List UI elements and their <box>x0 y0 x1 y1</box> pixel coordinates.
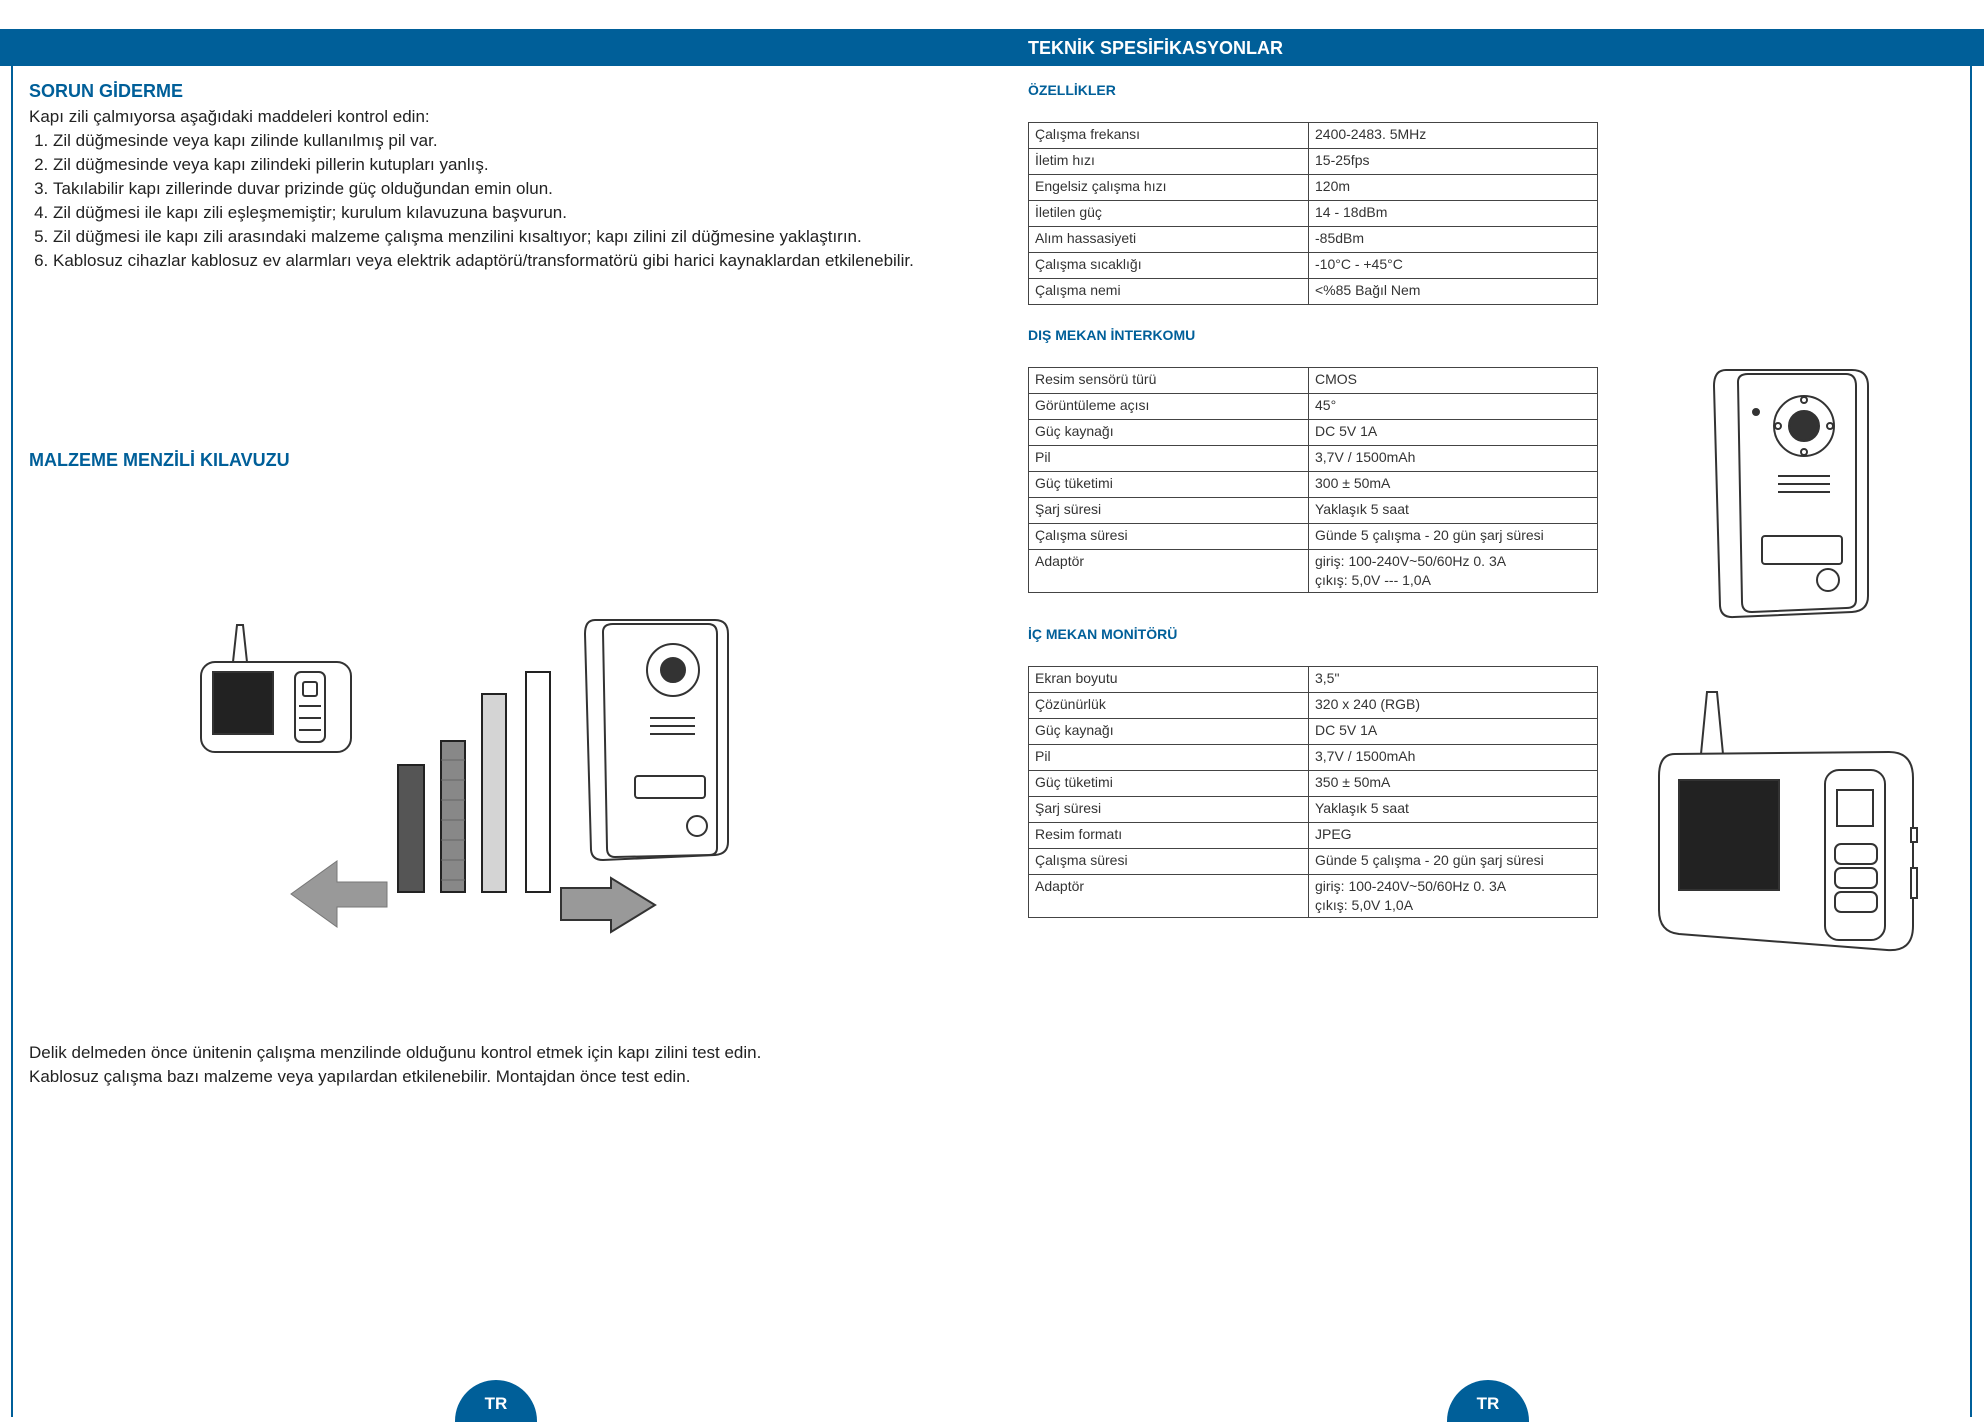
list-item: 2. Zil düğmesinde veya kapı zilindeki pillerin kutupları yanlış. <box>53 153 989 177</box>
table-row: İletilen güç 14 - 18dBm <box>1029 201 1598 227</box>
table-row: Ekran boyutu 3,5" <box>1029 667 1598 693</box>
table-row: Resim formatı JPEG <box>1029 823 1598 849</box>
list-item: 4. Zil düğmesi ile kapı zili eşleşmemiştir; kurulum kılavuzuna başvurun. <box>53 201 989 225</box>
indoor-table <box>1028 666 1598 918</box>
indoor-monitor-icon <box>1655 688 1925 958</box>
table-row: Çalışma süresi Günde 5 çalışma - 20 gün şarj süresi <box>1029 524 1598 550</box>
troubleshooting-title: SORUN GİDERME <box>29 81 184 101</box>
table-row: Güç tüketimi 300 ± 50mA <box>1029 472 1598 498</box>
table-row: Alım hassasiyeti -85dBm <box>1029 227 1598 253</box>
page-title: TEKNİK SPESİFİKASYONLAR <box>1028 38 1284 58</box>
wall-wood-icon <box>482 694 506 892</box>
table-row: Adaptör giriş: 100-240V~50/60Hz 0. 3A çıkış: 5,0V 1,0A <box>1029 875 1598 918</box>
wall-concrete-icon <box>398 765 424 892</box>
table-row: Engelsiz çalışma hızı 120m <box>1029 175 1598 201</box>
indoor-title: İÇ MEKAN MONİTÖRÜ <box>1028 626 1178 642</box>
wall-glass-icon <box>526 672 550 892</box>
table-row: Güç kaynağı DC 5V 1A <box>1029 420 1598 446</box>
table-row: Resim sensörü türü CMOS <box>1029 368 1598 394</box>
arrow-left-icon <box>291 861 387 927</box>
troubleshooting-section <box>29 105 989 273</box>
table-row: İletim hızı 15-25fps <box>1029 149 1598 175</box>
table-row: Adaptör giriş: 100-240V~50/60Hz 0. 3A çıkış: 5,0V --- 1,0A <box>1029 550 1598 593</box>
list-item: 3. Takılabilir kapı zillerinde duvar prizinde güç olduğundan emin olun. <box>53 177 989 201</box>
frame-right-line <box>1970 66 1972 1417</box>
table-row: Görüntüleme açısı 45° <box>1029 394 1598 420</box>
outdoor-title: DIŞ MEKAN İNTERKOMU <box>1028 327 1196 343</box>
header-bar <box>0 29 1984 66</box>
table-row: Çalışma nemi <%85 Bağıl Nem <box>1029 279 1598 305</box>
list-item: 1. Zil düğmesinde veya kapı zilinde kullanılmış pil var. <box>53 129 989 153</box>
frame-left-line <box>11 66 13 1417</box>
range-guide-note <box>29 1041 989 1089</box>
range-note-line-2: Kablosuz çalışma bazı malzeme veya yapılardan etkilenebilir. Montajdan önce test edin. <box>29 1067 691 1086</box>
features-table <box>1028 122 1598 305</box>
wall-brick-icon <box>441 741 465 892</box>
troubleshooting-intro: Kapı zili çalmıyorsa aşağıdaki maddeleri kontrol edin: <box>29 107 430 126</box>
outdoor-intercom-icon <box>1712 368 1872 620</box>
range-note-line-1: Delik delmeden önce ünitenin çalışma menzilinde olduğunu kontrol etmek için kapı zilini test edin. <box>29 1043 762 1062</box>
arrow-right-icon <box>561 878 655 932</box>
outdoor-intercom-small-icon <box>585 620 728 860</box>
range-illustration <box>195 610 755 940</box>
table-row: Şarj süresi Yaklaşık 5 saat <box>1029 498 1598 524</box>
troubleshooting-list <box>29 129 989 273</box>
language-tab-right: TR <box>1447 1380 1529 1422</box>
indoor-monitor-small-icon <box>201 625 351 752</box>
features-title: ÖZELLİKLER <box>1028 82 1116 98</box>
table-row: Şarj süresi Yaklaşık 5 saat <box>1029 797 1598 823</box>
range-guide-title: MALZEME MENZİLİ KILAVUZU <box>29 450 290 470</box>
list-item: 5. Zil düğmesi ile kapı zili arasındaki malzeme çalışma menzilini kısaltıyor; kapı zilini zil düğmesine yaklaştırın. <box>53 225 989 249</box>
table-row: Çözünürlük 320 x 240 (RGB) <box>1029 693 1598 719</box>
table-row: Çalışma sıcaklığı -10°C - +45°C <box>1029 253 1598 279</box>
table-row: Çalışma frekansı 2400-2483. 5MHz <box>1029 123 1598 149</box>
table-row: Çalışma süresi Günde 5 çalışma - 20 gün şarj süresi <box>1029 849 1598 875</box>
table-row: Pil 3,7V / 1500mAh <box>1029 446 1598 472</box>
language-tab-left: TR <box>455 1380 537 1422</box>
table-row: Güç tüketimi 350 ± 50mA <box>1029 771 1598 797</box>
table-row: Güç kaynağı DC 5V 1A <box>1029 719 1598 745</box>
list-item: 6. Kablosuz cihazlar kablosuz ev alarmları veya elektrik adaptörü/transformatörü gibi harici kaynaklardan etkilenebilir. <box>53 249 989 273</box>
outdoor-table <box>1028 367 1598 593</box>
table-row: Pil 3,7V / 1500mAh <box>1029 745 1598 771</box>
